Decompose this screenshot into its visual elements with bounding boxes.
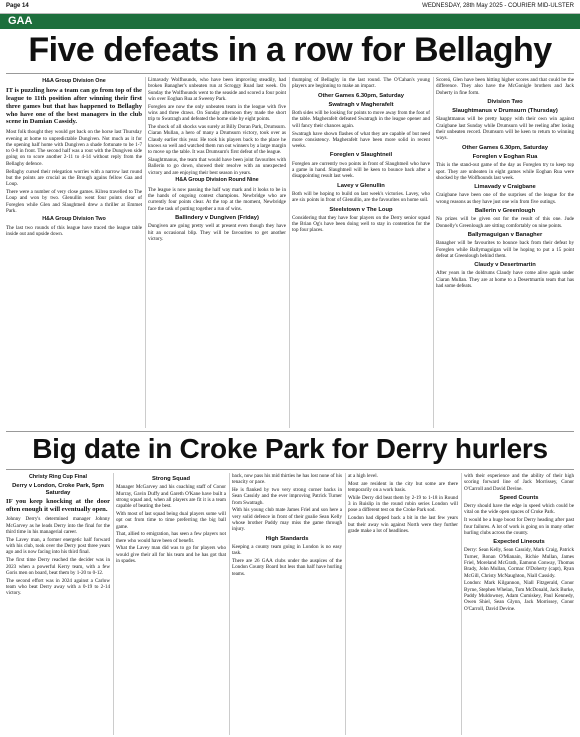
- fixture-subhead: Ballindery v Dungiven (Friday): [175, 214, 259, 221]
- story1-column-3: [292, 77, 430, 428]
- paragraph: Banagher will be favourites to bounce back from their defeat by Foreglen while Ballymaguigan will be hoping to put a 15 point defeat at Greenlough behind them.: [436, 240, 574, 259]
- fixture-line: Derry v London, Croke Park, 5pm Saturday: [12, 483, 104, 496]
- story1-column-4: [436, 77, 574, 428]
- paragraph: Limavady Wolfhounds, who have been improving steadily, had broken Banagher's unbeaten run at Scroggy Road last week. On Sunday the Wolfhounds went to the seaside and scored a four point win over Eoghan Rua at Sweeny Park.: [148, 77, 286, 102]
- fixture-subhead: Limavady v Craigbane: [474, 184, 536, 191]
- column-rule: [433, 77, 434, 428]
- paragraph: It would be a huge boost for Derry heading after past four failures. A lot of work is going on in many other hurling clubs across the county.: [464, 517, 574, 536]
- paragraph: The Lavey man, a former energetic half forward with his club, took over the Derry post three years ago and is now facing into his third final.: [6, 536, 110, 556]
- paragraph: Johnny Derry's determined manager Johnny McGarvey as he leads Derry into the final for the third time in his managerial career.: [6, 516, 110, 536]
- paragraph: Both will be hoping to build on last week's victories. Lavey, who are six points in front of Glenullin, are the favourites on home soil.: [292, 190, 430, 204]
- subhead: High Standards: [265, 535, 309, 542]
- fixture-subhead: Slaughtmanus v Drumsurn (Thursday): [452, 108, 558, 115]
- group-byline: H&A Group Division Two: [42, 215, 106, 222]
- paragraph: While Derry did beat them by 2-19 to 1-18 in Round 3 in Ruislip in the round robin series London will pose a different test on the Croke Park sod.: [348, 494, 458, 514]
- masthead-bar: [0, 0, 580, 14]
- story2-column-1: [6, 473, 110, 735]
- story1-column-2: [148, 77, 286, 428]
- fixture-subhead: Lavey v Glenullin: [337, 182, 385, 189]
- fixture-subhead: Steelstown v The Loup: [329, 206, 393, 213]
- story1-headline: Five defeats in a row for Bellaghy: [28, 31, 552, 69]
- paragraph: Manager McGarvey and his coaching staff of Conor Murray, Gavin Duffy and Gareth O'Kane have built a strong squad and, when all players are fit it is a team capable of beating the best.: [116, 484, 226, 510]
- fixture-subhead: Foreglen v Slaughtneil: [329, 152, 393, 159]
- paragraph: Keeping a county team going in London is no easy task.: [232, 543, 342, 557]
- paragraph: London had dipped back a bit in the last few years but their away win against North were they further grade make a lot of headlines.: [348, 515, 458, 534]
- paragraph: Foreglen are now the only unbeaten team in the league with five wins and three draws. On Sunday afternoon they made the short trip to Swatragh and defeated the home side by eight points.: [148, 103, 286, 123]
- story2-column-2: [116, 473, 226, 735]
- paragraph: The shock of all shocks was surely at Billy Doran Park, Drumsurn. Ciaran Mullan, a hero of many a Drumsurn victory, took over as Claudy earlier this year. He took his players back to the place he knows so well and watched them run out winners by a large margin to move up the table. It was Drumsurn's first defeat of the league.: [148, 124, 286, 156]
- fixture-subhead: Foreglen v Eoghan Rua: [472, 153, 538, 160]
- paragraph: The league is now passing the half way mark and it looks to be in the hands of ongoing contest champions. Newbridge who are currently four points clear. At the top at the moment, Newbridge face the task of putting together a run of wins.: [148, 186, 286, 212]
- paragraph: No prizes will be given out for the result of this one. Jude Donnelly's Greenlough are sitting comfortably on nine points.: [436, 216, 574, 229]
- lineout-london: London: Mark Kilgannon, Niall Fitzgerald, Conor Byrne, Stephen Whelan, Tom McDonald, Jack Burke, Paddy Muldowney, Adam Cumiskey, Paul Kennedy, Owen Shiel, Sean Glynn, Jack Morrissey, Conor O'Carroll, David Devine.: [464, 580, 574, 612]
- fixture-subhead: Ballymaguigan v Banagher: [467, 231, 543, 238]
- paragraph: The first time Derry reached the decider was in 2023 when a powerful Kerry team, with a few Goris men on board, beat them by 1-20 to 0-12.: [6, 557, 110, 576]
- paragraph: back, now pass his mid thirties he has lost none of his tenacity or pace.: [232, 473, 342, 486]
- paragraph: This is the stand-out game of the day as Foreglen try to keep top spot. They are unbeaten in eight games while Eoghan Rua were shocked by the Wolfhounds last week.: [436, 162, 574, 181]
- paragraph: at a high level.: [348, 473, 378, 479]
- group-byline: H&A Group Division Round Nine: [175, 177, 259, 184]
- paragraph: Both sides will be looking for points to move away from the foot of the table. Magherafelt defeated Swatragh in the league opener and will fancy their chances again.: [292, 110, 430, 129]
- column-rule: [145, 77, 146, 428]
- subhead: Division Two: [487, 98, 523, 105]
- lineout-derry: Derry: Sean Kelly, Sean Cassidy, Mark Craig, Patrick Turner, Ronan O'Mianain, Richie Mullan, James Friel, Moreland McGrath, Eamonn Conway, Thomas Brady, John Mullan, Cormac O'Doherty (capt), Ryan McGill, Christy McNaughton, Niall Cassidy.: [464, 547, 574, 579]
- paragraph: Slaughtmanus, the team that would have been joint favourites with Ballerin to go down, showed their resolve with an unexpected victory and are enjoying their best season in years.: [148, 157, 286, 176]
- paragraph: Dungiven are going pretty well at present even though they have hit an occasional blip. They will be favourites to get another victory.: [148, 223, 286, 242]
- kicker: Christy Ring Cup Final: [28, 474, 88, 480]
- issue-date: WEDNESDAY, 28th May 2025 - COURIER MID-ULSTER: [422, 3, 574, 9]
- column-rule: [289, 77, 290, 428]
- paragraph: Craigbane have been one of the surprises of the league for the wrong reasons as they have just one win from five outings.: [436, 192, 574, 205]
- paragraph: The second effort was in 2024 against a Carlow team who beat Derry away with a 0-19 to 2-14 victory.: [6, 577, 110, 597]
- story2-column-4: [348, 473, 458, 735]
- subhead: Speed Counts: [499, 494, 539, 501]
- paragraph: Considering that they have four players on the Derry senior squad the Brian Og's have been doing well to stay in contention for the top four places.: [292, 214, 430, 234]
- paragraph: Foreglen are currently two points in front of Slaughtneil who have a game in hand. Slaughtneil will be keen to bounce back after a disappointing result last week.: [292, 160, 430, 180]
- paragraph: Derry should have the edge in speed which could be vital on the wide open spaces of Croke Park.: [464, 503, 574, 516]
- subhead: Strong Squad: [152, 476, 190, 482]
- column-rule: [113, 473, 114, 735]
- paragraph: He is flanked by two very strong corner backs in Sean Cassidy and the ever improving Patrick Turner from Swatragh.: [232, 487, 342, 506]
- paragraph: Most folk thought they would get back on the horse last Thursday evening at home to unpredictable Dungiven. Not much as it for the opening half home with Dungiven a shade fortunate to be 1-7 to 0-8 in front. The second half was a rout with the Dungiven side going on to score another 2-11 to 4-14 without reply from the Bellaghy defence.: [6, 129, 142, 167]
- fixture-subhead: Swatragh v Magherafelt: [328, 101, 394, 108]
- story2-column-3: [232, 473, 342, 735]
- story1-intro: IT is puzzling how a team can go from top of the league to 11th position after winning their first three games but that has happened to Bellaghy who have one of the best managers in the club scene in Damian Cassidy.: [6, 87, 142, 126]
- paragraph: That, allied to emigration, has seen a few players not there who would have been of benefit.: [116, 531, 226, 544]
- section-band: [0, 14, 580, 29]
- column-rule: [461, 473, 462, 735]
- paragraph: After years in the doldrums Claudy have come alive again under Ciaran Mullan. They are at home to a Desertmartin team that has had some defeats.: [436, 270, 574, 290]
- paragraph: Slaughtmanus will be pretty happy with their own win against Craigbane last Sunday while Drumsurn will be reeling after losing their unbeaten record. Drumsurn will be keen to return to winning ways.: [436, 116, 574, 142]
- column-rule: [229, 473, 230, 735]
- paragraph: The last two rounds of this league have traced the league table inside out and upside down.: [6, 224, 142, 238]
- subhead: Other Games 6.30pm, Saturday: [317, 92, 405, 99]
- group-byline: H&A Group Division One: [42, 78, 106, 84]
- story1-column-1: [6, 77, 142, 428]
- subhead: Expected Lineouts: [493, 539, 545, 546]
- story2-column-5: [464, 473, 574, 735]
- paragraph: There were a number of very close games. Kilrea travelled to The Loup and won by two. Glenullin went four points clear of Foreglen while Glen and Slaughtneil drew a thriller at Emmet Park.: [6, 188, 142, 214]
- fixture-subhead: Ballerin v Greenlough: [474, 208, 536, 215]
- divider: [6, 469, 574, 470]
- paragraph: With most of last squad being dual players some will opt out from time to time preferring the big ball game.: [116, 510, 226, 530]
- section-label: GAA: [8, 15, 33, 27]
- paragraph: Swatragh have shown flashes of what they are capable of but need more consistency. Magherafelt have been more solid in recent weeks.: [292, 130, 430, 150]
- paragraph: With his young club mate James Friel and son here a very solid defence in front of their goalie Sean Kelly whose brother Paddy may miss the game through injury.: [232, 507, 342, 533]
- paragraph: with their experience and the ability of their high scoring forward line of Jack Morrissey, Conor O'Carroll and David Devine.: [464, 473, 574, 492]
- paragraph: Scoreá, Glen have been hitting higher scores and that could be the difference. They also have the McGonigle brothers and Jack Doherty in fine form.: [436, 77, 574, 96]
- paragraph: What the Lavey man did was to go for players who would give their all for his team and he has got that in spades.: [116, 545, 226, 565]
- divider: [6, 73, 574, 74]
- page-number: Page 14: [6, 3, 29, 9]
- column-rule: [345, 473, 346, 735]
- paragraph: Most are resident in the city but some are there temporarily on a work basis.: [348, 480, 458, 494]
- paragraph: Bellaghy cursed their relegation worries with a narrow last round but the points are crucial as the Brough agains fellow Gaa and Loup.: [6, 168, 142, 188]
- subhead: Other Games 6.30pm, Saturday: [461, 144, 549, 151]
- story2-headline: Big date in Croke Park for Derry hurlers: [32, 433, 548, 464]
- fixture-subhead: Claudy v Desertmartin: [474, 262, 536, 269]
- story2-intro: IF you keep knocking at the door often enough it will eventually open.: [6, 497, 110, 513]
- paragraph: thumping of Bellaghy in the last round. The O'Cahan's young players are beginning to make an impact.: [292, 77, 430, 90]
- paragraph: There are 26 GAA clubs under the auspices of the London County Board but less than half have hurling teams.: [232, 558, 342, 577]
